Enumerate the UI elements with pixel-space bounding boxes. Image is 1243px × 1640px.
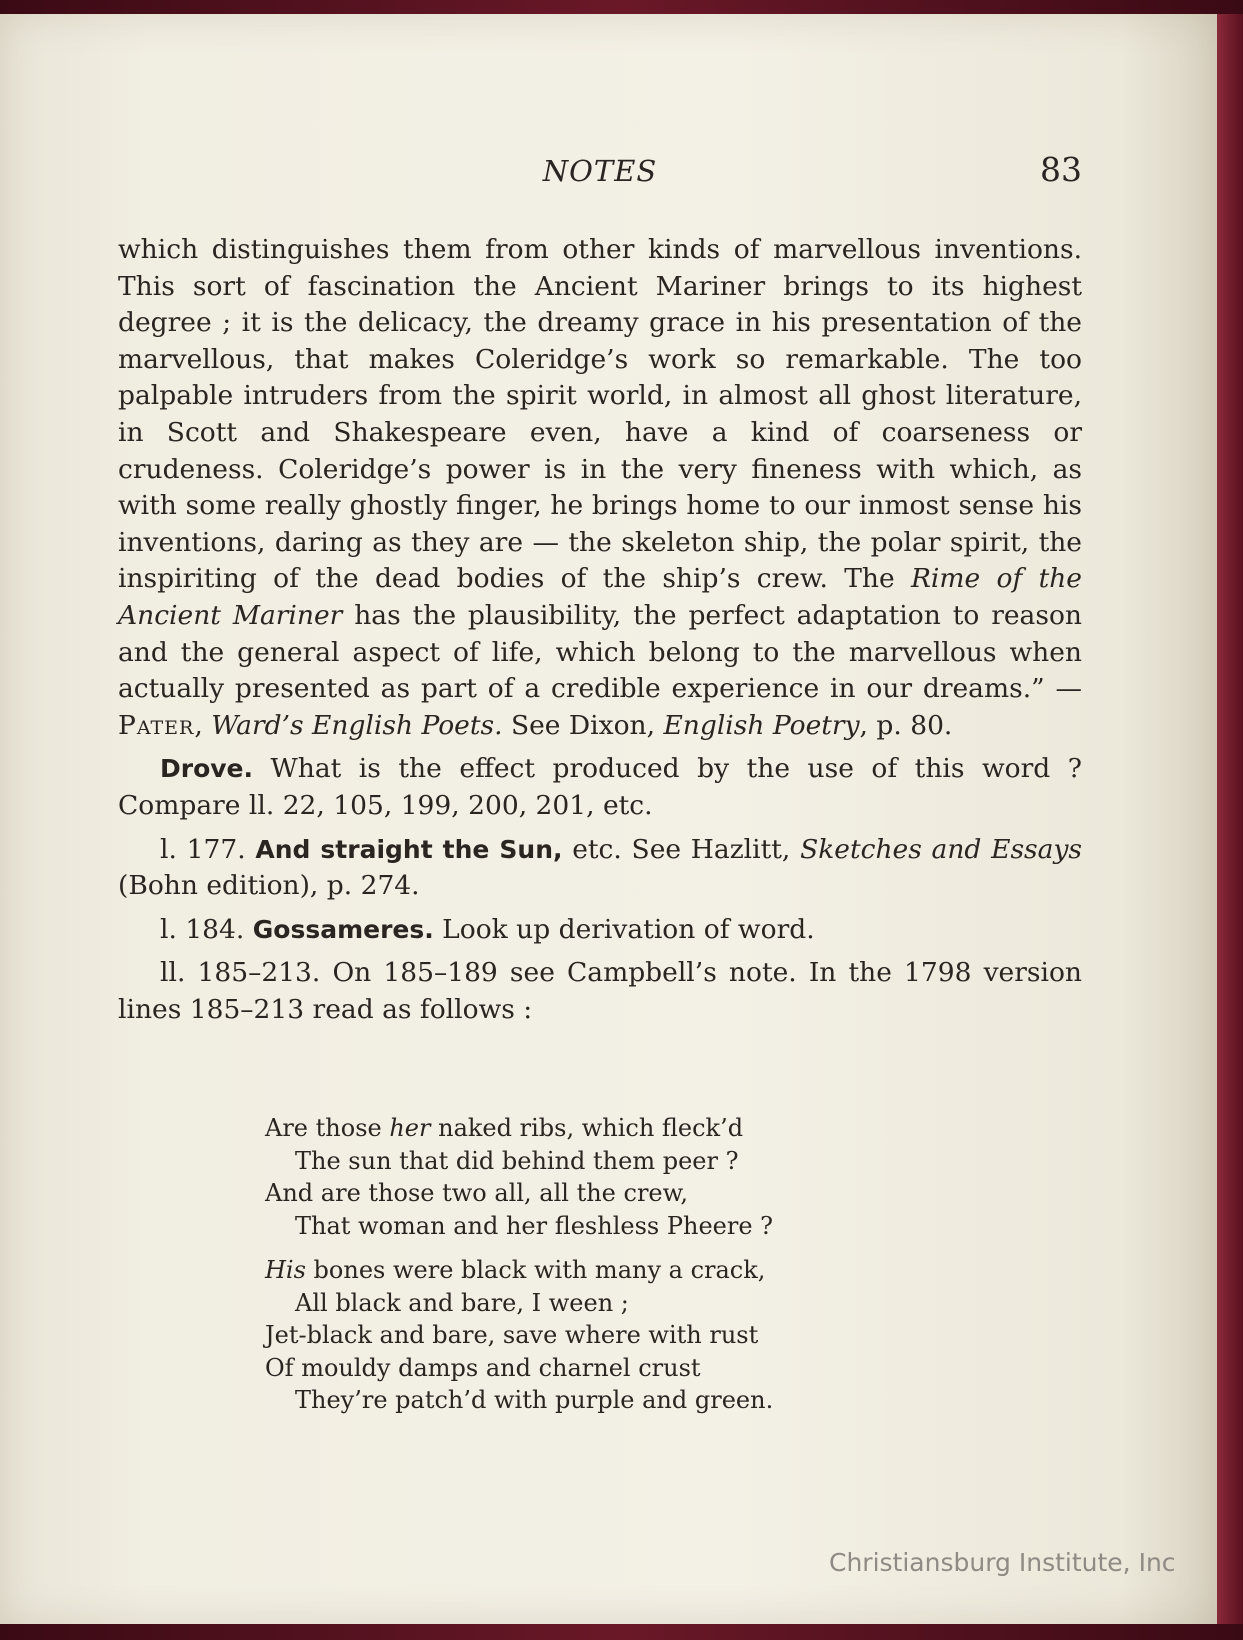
line-ref: l. 184. — [160, 913, 253, 945]
stanza-2 — [265, 1254, 773, 1417]
poem-line: And are those two all, all the crew, — [265, 1179, 688, 1207]
poem-line — [265, 1254, 773, 1287]
headword-straight-the-sun: And straight the Sun, — [255, 834, 563, 864]
poem-line: They’re patch’d with purple and green. — [295, 1386, 774, 1414]
text: See Dixon, — [502, 709, 664, 741]
poem-line: That woman and her fleshless Pheere ? — [295, 1211, 774, 1240]
note-lines-185-213 — [118, 955, 1082, 1028]
text: has the plausibility, the perfect adaptation to reason and the general aspect of life, which belong to the marvellous when actually presented as part of a credible experience in our dreams.” — — [118, 599, 1082, 705]
title-sketches-and-essays: Sketches and Essays — [800, 833, 1083, 865]
stanza-1 — [265, 1112, 773, 1242]
title-english-poetry: English Poetry — [663, 709, 860, 741]
poem-quotation — [265, 1112, 773, 1429]
headword-gossameres: Gossameres. — [252, 914, 434, 944]
title-rime: Rime of the Ancient Mariner — [118, 563, 1082, 631]
poem-line: The sun that did behind them peer ? — [295, 1146, 739, 1175]
note-drove — [118, 751, 1082, 824]
notes-body — [118, 232, 1082, 1028]
text: Are those — [265, 1114, 390, 1142]
note-line-177 — [118, 832, 1082, 905]
text: naked ribs, which fleck’d — [430, 1114, 744, 1142]
text: What is the effect produced by the use of this word ? Compare ll. 22, 105, 199, 200, 201, etc. — [118, 753, 1082, 821]
text: (Bohn edition), p. 274. — [118, 870, 420, 902]
title-wards-english-poets: Ward’s English Poets. — [211, 709, 503, 741]
text: which distinguishes them from other kinds of marvellous inventions. This sort of fascination the Ancient Mariner brings to its highest degree ; it is the delicacy, the dreamy grace in his presentation of the marvellous, that makes Coleridge’s work so remarkable. The too palpable intruders from the spirit world, in almost all ghost literature, in Scott and Shakespeare even, have a kind of coarseness or crudeness. Coleridge’s power is in the very fineness with which, as with some really ghostly finger, he brings home to our inmost sense his inventions, daring as they are — the skeleton ship, the polar spirit, the inspiriting of the dead bodies of the ship’s crew. The — [118, 234, 1082, 595]
poem-line: Of mouldy damps and charnel crust — [265, 1353, 701, 1382]
paragraph-pater-quote — [118, 232, 1082, 744]
author-pater: Pater — [118, 709, 195, 741]
note-line-184 — [118, 912, 1082, 949]
text: ll. 185–213. On 185–189 see Campbell’s note. In the 1798 version lines 185–213 read as follows : — [118, 957, 1082, 1025]
page-header — [118, 150, 1082, 190]
page-edge — [1217, 14, 1243, 1624]
poem-line: Jet-black and bare, save where with rust — [265, 1321, 759, 1349]
text: Look up derivation of word. — [433, 913, 815, 945]
text: , — [194, 709, 212, 741]
poem-line — [265, 1112, 773, 1145]
running-head: NOTES — [542, 154, 658, 188]
emphasis: His — [265, 1256, 306, 1284]
text: bones were black with many a crack, — [305, 1256, 766, 1284]
poem-line: All black and bare, I ween ; — [295, 1288, 629, 1317]
text: etc. See Hazlitt, — [562, 833, 801, 865]
line-ref: l. 177. — [160, 833, 256, 865]
page-number: 83 — [1040, 150, 1082, 189]
watermark: Christiansburg Institute, Inc — [829, 1548, 1176, 1577]
text: , p. 80. — [859, 709, 953, 741]
emphasis: her — [389, 1114, 431, 1142]
headword-drove: Drove. — [160, 754, 254, 784]
